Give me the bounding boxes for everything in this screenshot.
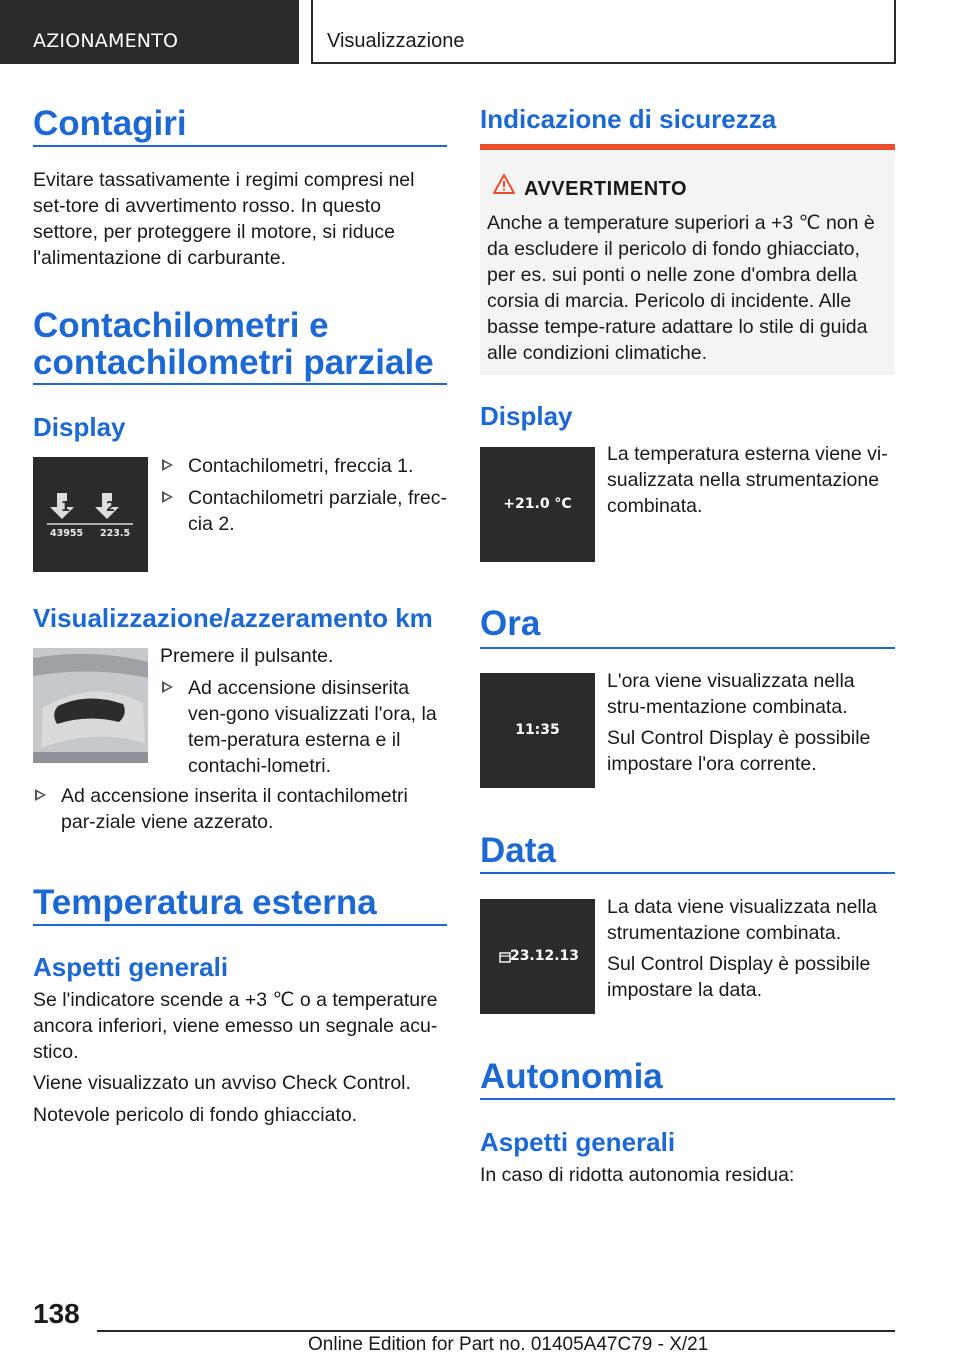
bullet-triangle-icon xyxy=(162,459,173,471)
general-text-3: Notevole pericolo di fondo ghiacciato. xyxy=(33,1104,358,1126)
contagiri-text: Evitare tassativamente i regimi compresi nel set-tore di avvertimento rosso. In questo settore, per proteggere il motore, si riduce l'alimentazione di carburante. xyxy=(33,169,415,269)
ora-text-1: L'ora viene visualizzata nella stru-mentazione combinata. xyxy=(607,670,855,718)
temperature-readout: +21.0 °C xyxy=(503,496,572,512)
temperature-heading: Temperatura esterna xyxy=(33,883,377,922)
autonomia-text: In caso di ridotta autonomia residua: xyxy=(480,1164,795,1186)
heading-rule xyxy=(33,924,447,926)
general-heading: Aspetti generali xyxy=(33,952,229,982)
date-readout: 23.12.13 xyxy=(509,948,580,964)
general-text-2: Viene visualizzato un avviso Check Control. xyxy=(33,1072,411,1094)
data-heading: Data xyxy=(480,831,556,870)
trip-value: 223.5 xyxy=(100,528,131,539)
heading-rule xyxy=(480,872,895,874)
warning-triangle-icon xyxy=(492,173,516,195)
contagiri-heading: Contagiri xyxy=(33,104,187,143)
display-heading-right: Display xyxy=(480,401,573,431)
data-text-2: Sul Control Display è possibile impostare la data. xyxy=(607,953,871,1001)
warning-text: Anche a temperature superiori a +3 ℃ non è da escludere il pericolo di fondo ghiacciato, per es. sui ponti o nelle zone d'ombra della corsia di marcia. Pericolo di incidente. Alle basse tempe-rature adattare lo stile di guida alle condizioni climatiche. xyxy=(487,212,875,364)
display-heading: Display xyxy=(33,412,126,442)
footer-rule xyxy=(97,1330,895,1332)
section-label: AZIONAMENTO xyxy=(33,30,179,52)
safety-heading: Indicazione di sicurezza xyxy=(480,104,777,134)
heading-rule xyxy=(33,145,447,147)
arrow-2-label: 2 xyxy=(106,500,116,515)
general-text-1: Se l'indicatore scende a +3 ℃ o a temperature ancora inferiori, viene emesso un segnale acu-stico. xyxy=(33,989,438,1063)
bullet-triangle-icon xyxy=(35,789,46,801)
clock-display-image xyxy=(480,673,595,788)
temperature-display-image xyxy=(480,447,595,562)
section-tab xyxy=(0,0,299,64)
page-number: 138 xyxy=(33,1298,80,1329)
odo-heading-line1: Contachilometri e xyxy=(33,306,329,345)
heading-rule xyxy=(33,383,447,385)
odo-heading-line2: contachilometri parziale xyxy=(33,343,434,382)
reset-button-image xyxy=(33,648,148,763)
chapter-label: Visualizzazione xyxy=(327,30,465,52)
bullet-triangle-icon xyxy=(162,681,173,693)
list-item: Contachilometri, freccia 1. xyxy=(160,453,450,479)
warning-box xyxy=(480,144,895,375)
ora-heading: Ora xyxy=(480,604,541,643)
reset-button-icon xyxy=(33,648,148,763)
chapter-tab xyxy=(311,0,896,64)
arrow-1-label: 1 xyxy=(61,500,71,515)
odo-value: 43955 xyxy=(50,528,84,539)
edition-text: Online Edition for Part no. 01405A47C79 - X/21 xyxy=(308,1334,709,1355)
list-item: Ad accensione inserita il contachilometri par-ziale viene azzerato. xyxy=(33,783,447,835)
warning-label: AVVERTIMENTO xyxy=(524,178,688,200)
bullet-triangle-icon xyxy=(162,491,173,503)
odometer-display-image xyxy=(33,457,148,572)
list-item: Contachilometri parziale, frec-cia 2. xyxy=(160,485,450,537)
autonomia-heading: Autonomia xyxy=(480,1057,663,1096)
clock-readout: 11:35 xyxy=(515,722,560,738)
heading-rule xyxy=(480,647,895,649)
reset-heading: Visualizzazione/azzeramento km xyxy=(33,603,433,633)
list-item: Ad accensione disinserita ven-gono visualizzati l'ora, la tem-peratura esterna e il contachi-lometri. xyxy=(160,675,450,779)
heading-rule xyxy=(480,1098,895,1100)
data-text-1: La data viene visualizzata nella strumentazione combinata. xyxy=(607,896,877,944)
autonomia-general-heading: Aspetti generali xyxy=(480,1127,676,1157)
reset-intro: Premere il pulsante. xyxy=(160,645,334,667)
odometer-arrows-icon xyxy=(33,457,148,572)
ora-text-2: Sul Control Display è possibile impostare l'ora corrente. xyxy=(607,727,871,775)
date-display-image xyxy=(480,899,595,1014)
display-description: La temperatura esterna viene vi-sualizzata nella strumentazione combinata. xyxy=(607,443,888,517)
